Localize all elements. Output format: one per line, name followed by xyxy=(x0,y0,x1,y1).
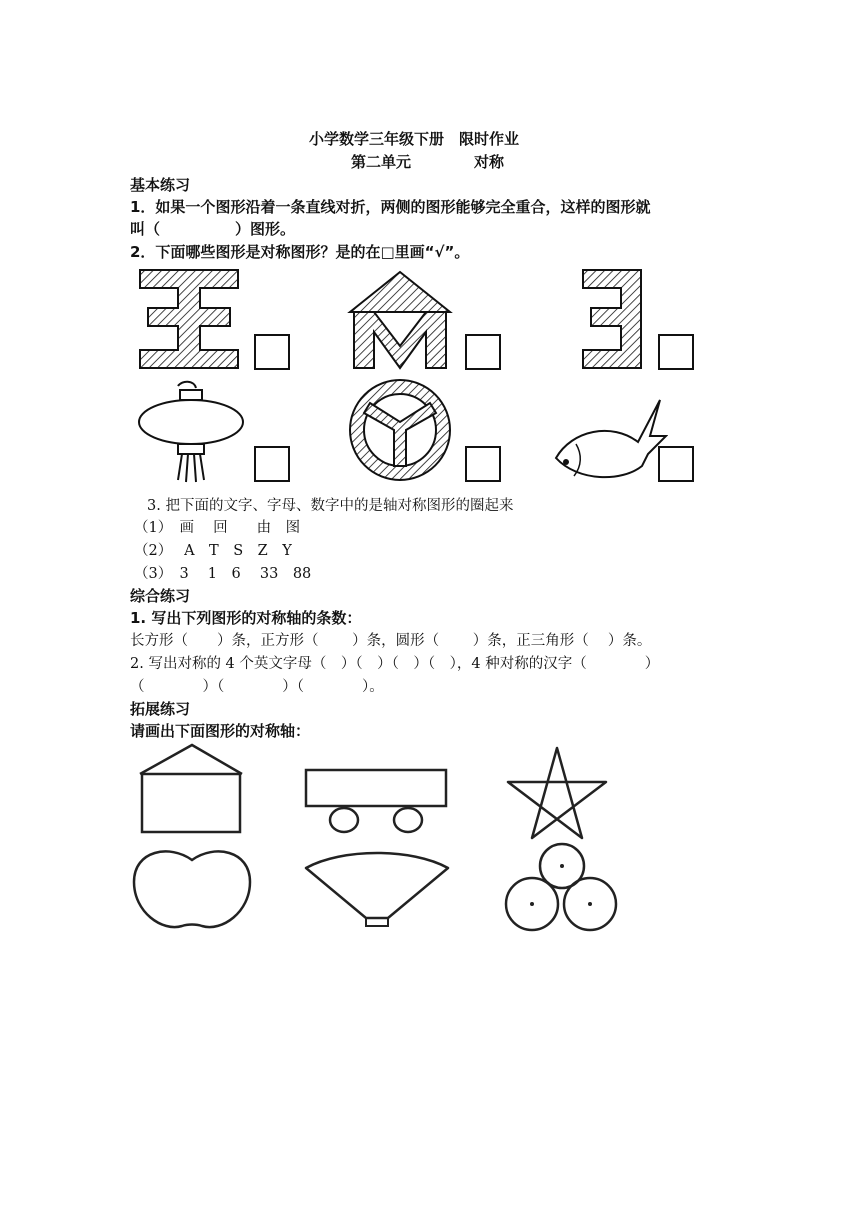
section-heading-extension: 拓展练习 xyxy=(130,700,191,718)
comp-question-2-line-1: 2. 写出对称的 4 个英文字母（ ）（ ）（ ）（ ），4 种对称的汉字（ ） xyxy=(130,656,660,672)
apple-outline-figure xyxy=(130,846,254,936)
lantern-figure xyxy=(136,380,248,484)
question-1-line-2: 叫（ ）图形。 xyxy=(130,220,296,238)
house-shape-figure xyxy=(344,268,456,372)
three-shape-figure xyxy=(581,268,645,372)
question-3-item-1: （1） 画 回 由 图 xyxy=(134,520,301,536)
section-heading-comprehensive: 综合练习 xyxy=(130,587,191,605)
question-2: 2．下面哪些图形是对称图形？是的在□里画“√”。 xyxy=(130,243,470,261)
wang-shape-figure xyxy=(138,268,242,372)
answer-checkbox-4[interactable] xyxy=(254,446,290,482)
comp-question-2-line-2: （ ）（ ）（ ）。 xyxy=(130,679,384,695)
wheel-figure xyxy=(348,378,452,482)
cart-outline-figure xyxy=(300,766,452,836)
unit-label: 第二单元 xyxy=(351,153,412,171)
answer-checkbox-6[interactable] xyxy=(658,446,694,482)
question-3: 3. 把下面的文字、字母、数字中的是轴对称图形的圈起来 xyxy=(147,498,514,514)
section-heading-basic: 基本练习 xyxy=(130,176,191,194)
comp-question-1: 1. 写出下列图形的对称轴的条数： xyxy=(130,609,362,627)
question-1-line-1: 1．如果一个图形沿着一条直线对折，两侧的图形能够完全重合，这样的图形就 xyxy=(130,198,651,216)
answer-checkbox-5[interactable] xyxy=(465,446,501,482)
house-outline-figure xyxy=(136,742,246,836)
answer-checkbox-1[interactable] xyxy=(254,334,290,370)
extension-instruction: 请画出下面图形的对称轴： xyxy=(130,722,311,740)
fan-outline-figure xyxy=(302,850,452,930)
question-3-item-3: （3） 3 1 6 33 88 xyxy=(134,566,312,582)
topic-label: 对称 xyxy=(474,153,505,171)
answer-checkbox-3[interactable] xyxy=(658,334,694,370)
comp-question-1-answers: 长方形（ ）条，正方形（ ）条，圆形（ ）条，正三角形（ ）条。 xyxy=(130,633,652,649)
question-3-item-2: （2） A T S Z Y xyxy=(134,543,292,559)
answer-checkbox-2[interactable] xyxy=(465,334,501,370)
star-outline-figure xyxy=(502,744,612,844)
three-circles-figure xyxy=(500,842,624,934)
fish-figure xyxy=(552,396,668,480)
page-title: 小学数学三年级下册 限时作业 xyxy=(309,130,520,148)
